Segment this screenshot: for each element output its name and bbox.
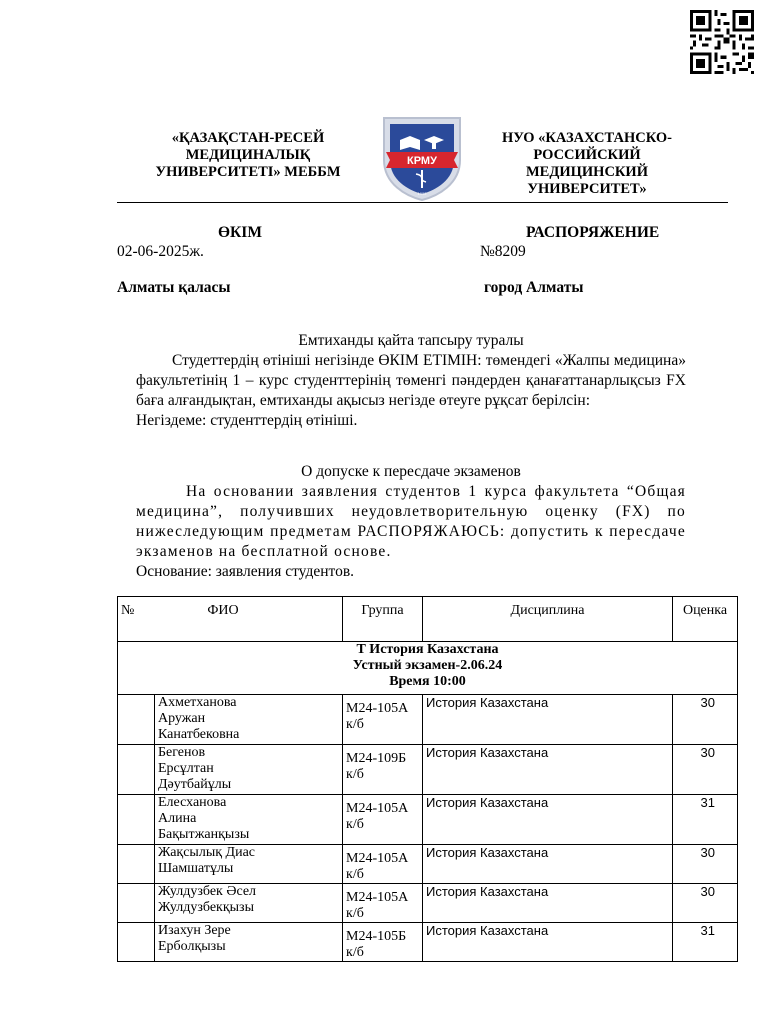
row-discipline: История Казахстана (423, 795, 673, 845)
row-fio: Бегенов Ерсұлтан Дәутбайұлы (155, 745, 343, 795)
row-fio: Елесханова Алина Бақытжанқызы (155, 795, 343, 845)
body-kz (136, 331, 686, 431)
body-ru-text: На основании заявления студентов 1 курса факультета “Общая медицина”, получивших неудовлетворительную оценку (FX) по нижеследующим предметам РАСПОРЯЖАЮСЬ: допустить к пересдаче экзаменов на бесплатной основе. (136, 483, 686, 560)
row-discipline: История Казахстана (423, 845, 673, 884)
body-kz-text: Студеттердің өтініші негізінде ӨКІМ ЕТІМІН: төмендегі «Жалпы медицина» факультетінің 1 – курс студенттерінің төменгі пәндерден қанағаттанарлықсыз FX баға алғандықтан, емтиханды ақысыз негізде өтеуге рұқсат берілсін: (136, 352, 686, 409)
row-grade: 30 (673, 695, 738, 745)
row-num (118, 745, 155, 795)
row-discipline: История Казахстана (423, 884, 673, 923)
body-kz-heading: Емтиханды қайта тапсыру туралы (298, 332, 524, 349)
city-kz: Алматы қаласы (117, 279, 231, 296)
section-time: Время 10:00 (389, 674, 466, 689)
row-group: М24-105А к/б (343, 845, 423, 884)
table-row (118, 923, 738, 962)
row-group: М24-105Б к/б (343, 923, 423, 962)
logo-year: 1992 (417, 191, 427, 196)
section-exam: Устный экзамен-2.06.24 (352, 658, 503, 673)
logo-text: КРМУ (407, 155, 437, 167)
table-row (118, 884, 738, 923)
row-num (118, 795, 155, 845)
body-ru (136, 462, 686, 582)
header-discipline: Дисциплина (423, 597, 673, 642)
table-row (118, 695, 738, 745)
row-grade: 31 (673, 795, 738, 845)
row-num (118, 695, 155, 745)
section-cell (118, 642, 738, 695)
table-row (118, 745, 738, 795)
order-title-kz: ӨКІМ (218, 224, 262, 241)
order-title-ru: РАСПОРЯЖЕНИЕ (526, 224, 660, 241)
header-fio: ФИО (207, 603, 239, 618)
row-grade: 30 (673, 845, 738, 884)
header-num: № (121, 603, 135, 618)
body-kz-basis: Негіздеме: студенттердің өтініші. (136, 412, 358, 429)
section-title: Т История Казахстана (356, 642, 499, 657)
org-name-kz: «ҚАЗАҚСТАН-РЕСЕЙ МЕДИЦИНАЛЫҚ УНИВЕРСИТЕТІ» МЕББМ (155, 130, 341, 180)
row-group: М24-105А к/б (343, 884, 423, 923)
row-discipline: История Казахстана (423, 923, 673, 962)
row-num (118, 923, 155, 962)
qr-code-icon (690, 10, 754, 74)
retake-table (117, 596, 738, 962)
header-group: Группа (343, 597, 423, 642)
row-group: М24-109Б к/б (343, 745, 423, 795)
body-ru-heading: О допуске к пересдаче экзаменов (301, 463, 521, 480)
row-discipline: История Казахстана (423, 695, 673, 745)
order-date: 02-06-2025ж. (117, 243, 204, 260)
header-num-fio (118, 597, 343, 642)
row-num (118, 884, 155, 923)
row-group: М24-105А к/б (343, 795, 423, 845)
university-logo-icon (380, 114, 464, 202)
section-row (118, 642, 738, 695)
row-fio: Жулдузбек Әсел Жулдузбекқызы (155, 884, 343, 923)
header-divider (117, 202, 728, 203)
table-header-row (118, 597, 738, 642)
city-ru: город Алматы (484, 279, 584, 296)
row-grade: 30 (673, 884, 738, 923)
row-grade: 31 (673, 923, 738, 962)
row-fio: Изахун Зере Ерболқызы (155, 923, 343, 962)
row-fio: Жақсылық Диас Шамшатұлы (155, 845, 343, 884)
row-group: М24-105А к/б (343, 695, 423, 745)
row-num (118, 845, 155, 884)
table-row (118, 845, 738, 884)
body-ru-basis: Основание: заявления студентов. (136, 563, 355, 580)
header-grade: Оценка (673, 597, 738, 642)
row-grade: 30 (673, 745, 738, 795)
org-name-ru: НУО «КАЗАХСТАНСКО-РОССИЙСКИЙ МЕДИЦИНСКИЙ УНИВЕРСИТЕТ» (502, 130, 672, 197)
row-fio: Ахметханова Аружан Канатбековна (155, 695, 343, 745)
row-discipline: История Казахстана (423, 745, 673, 795)
table-row (118, 795, 738, 845)
order-number: №8209 (480, 243, 526, 260)
